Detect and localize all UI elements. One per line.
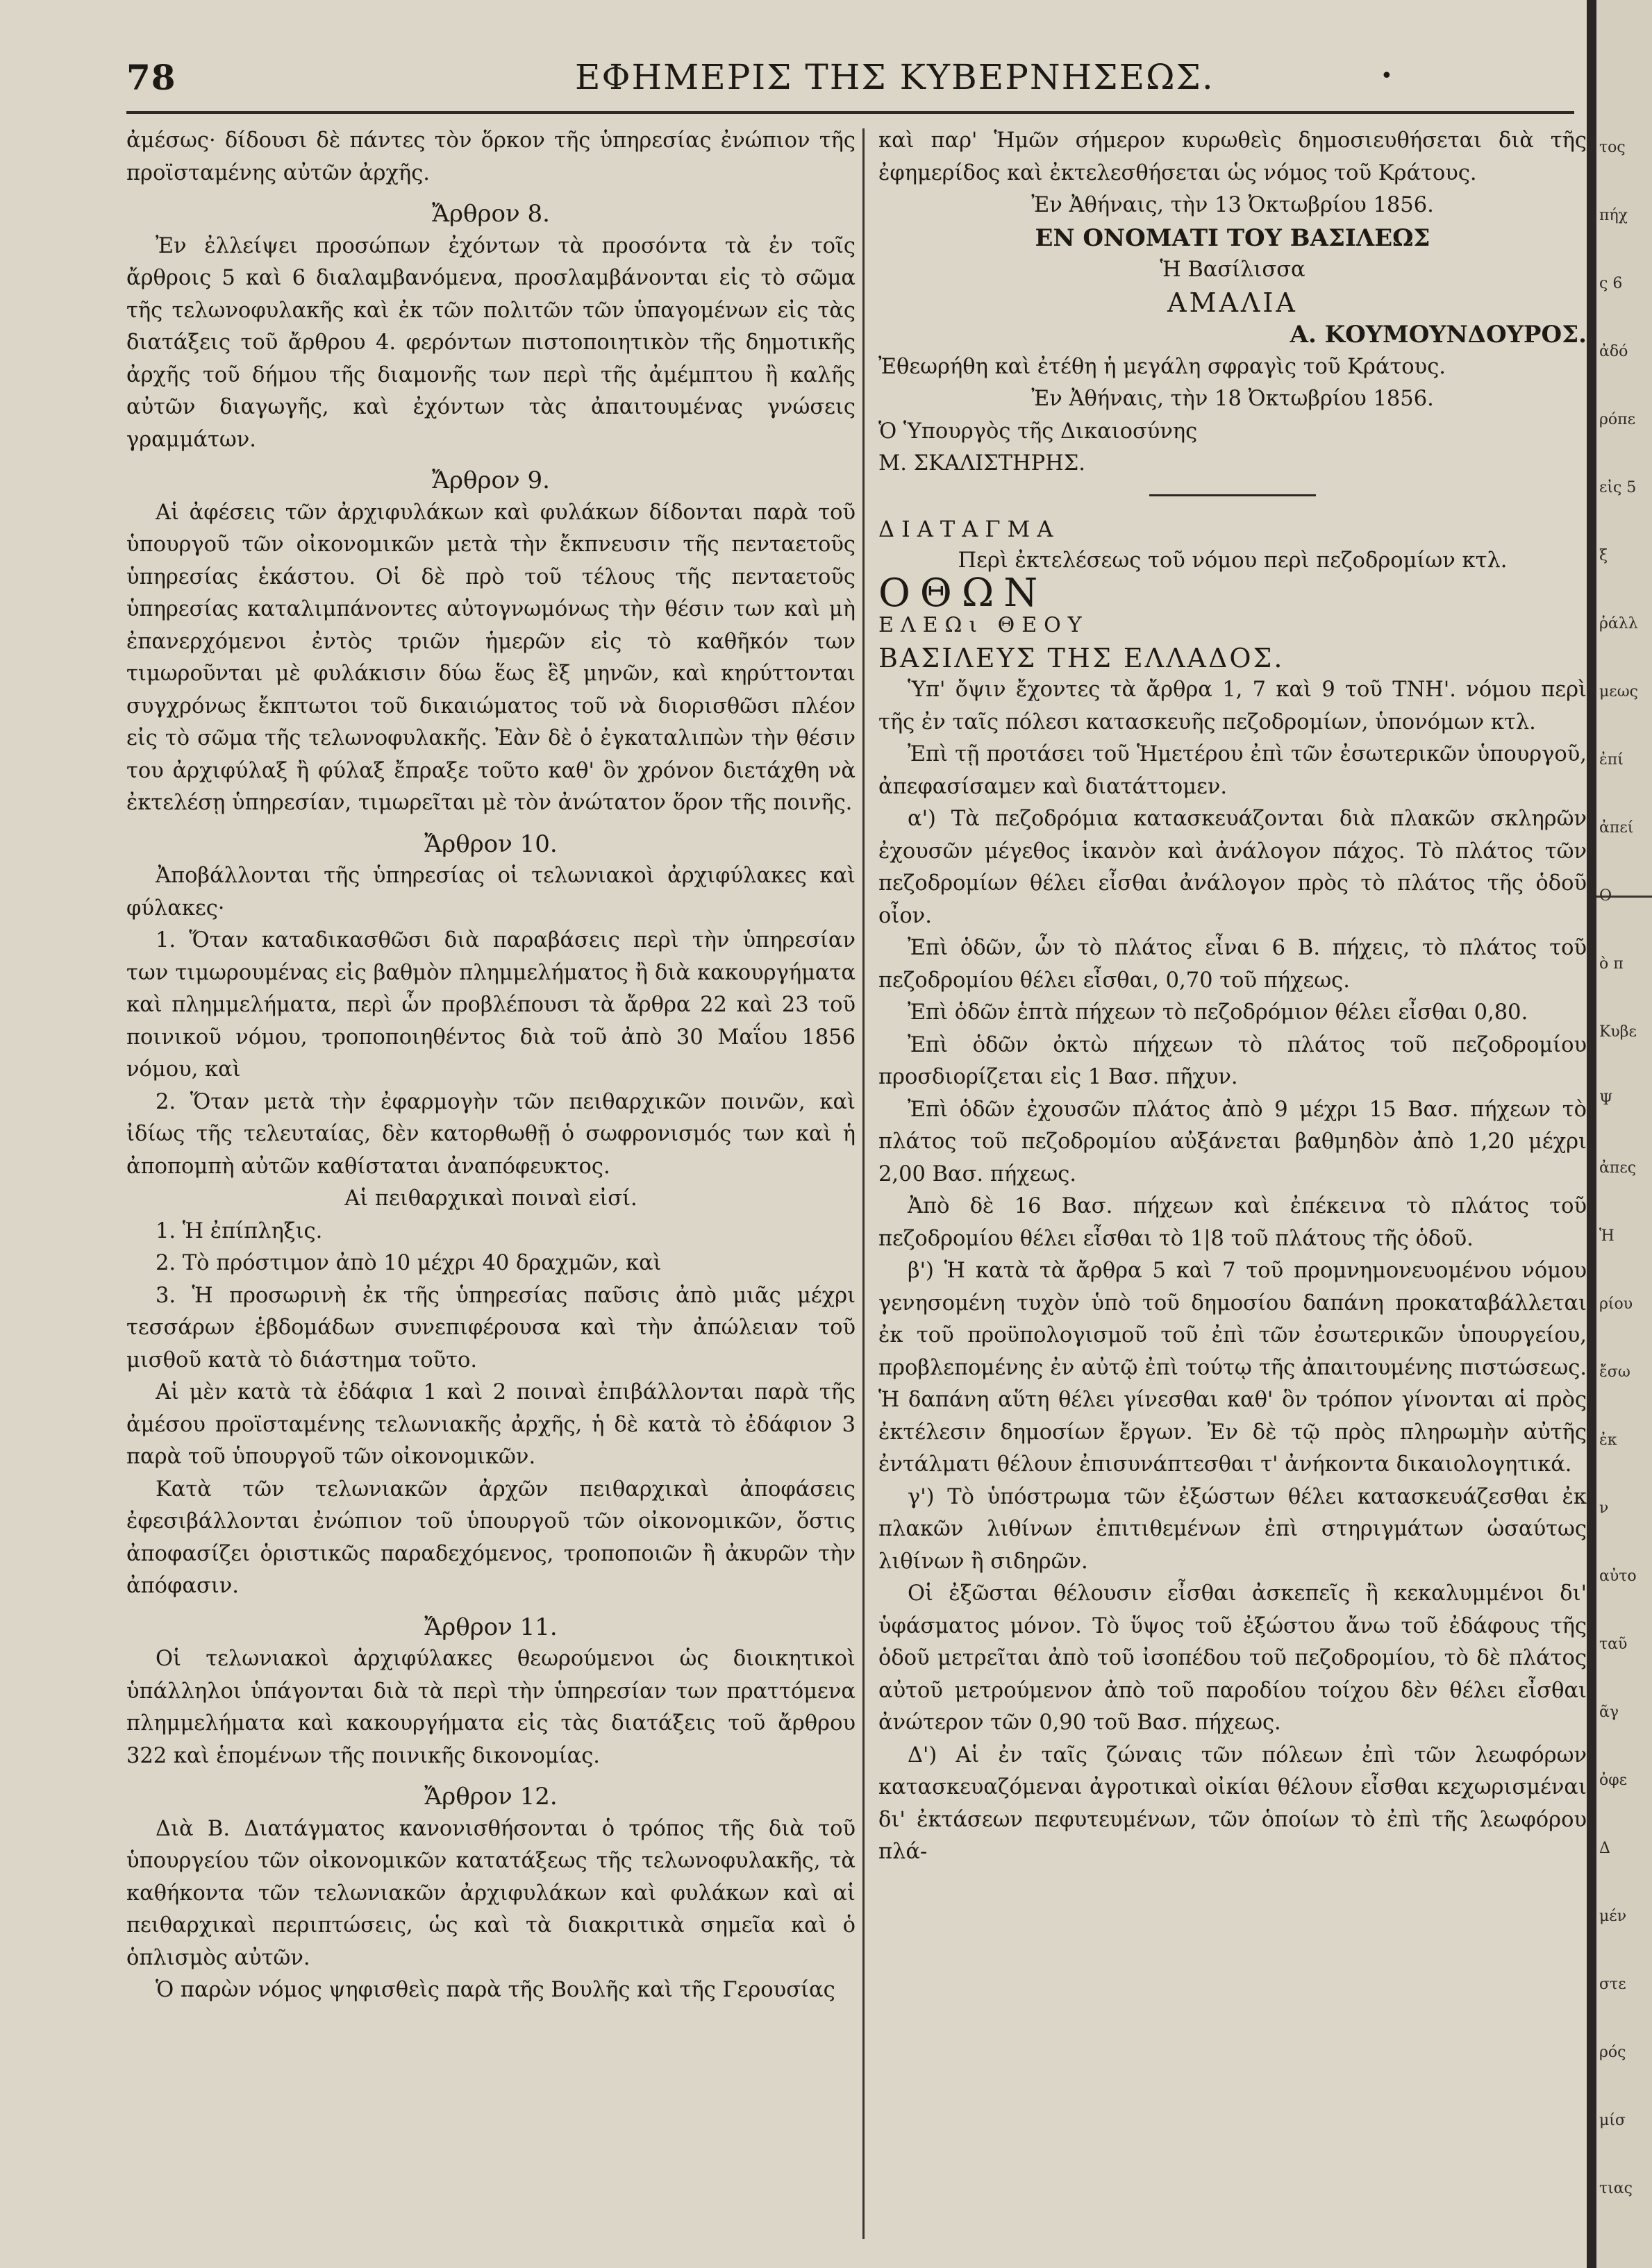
next-page-fragment: ἀδό (1599, 343, 1628, 360)
minister-name: Μ. ΣΚΑΛΙΣΤΗΡΗΣ. (878, 451, 1085, 476)
paragraph: γ') Τὸ ὑπόστρωμα τῶν ἐξώστων θέλει κατασκευάζεσθαι ἐκ πλακῶν λιθίνων ἐπιτιθεμένων ἐπὶ στηριγμάτων ὡσαύτως λιθίνων ἢ σιδηρῶν. (878, 1484, 1587, 1574)
next-page-fragment: ρόπε (1599, 411, 1636, 428)
next-page-fragment: ξ (1599, 547, 1608, 564)
signature-queen: ΑΜΑΛΙΑ (1167, 287, 1298, 318)
paragraph: Ἐπὶ ὁδῶν ἐχουσῶν πλάτος ἀπὸ 9 μέχρι 15 Βασ. πήχεων τὸ πλάτος τοῦ πεζοδρομίου αὐξάνεται βαθμηδὸν ἀπὸ 1,20 μέχρι 2,00 Βασ. πήχεως. (878, 1097, 1587, 1186)
next-page-fragment: εἰς 5 (1599, 479, 1637, 496)
next-page-fragment: ρός (1599, 2044, 1626, 2061)
dateline: Ἐν Ἀθήναις, τὴν 13 Ὀκτωβρίου 1856. (1031, 193, 1434, 217)
next-page-fragment: Ο (1599, 887, 1612, 905)
paragraph: Διὰ Β. Διατάγματος κανονισθήσονται ὁ τρόπος τῆς διὰ τοῦ ὑπουργείου τῶν οἰκονομικῶν κατατάξεως τῆς τελωνοφυλακῆς, τὰ καθήκοντα τῶν τελωνιακῶν ἀρχιφυλάκων καὶ φυλάκων καὶ αἱ πειθαρχικαὶ περιπτώσεις, ὡς καὶ τὰ διακριτικὰ σημεῖα καὶ ὁ ὁπλισμὸς αὐτῶν. (126, 1816, 856, 1970)
article-heading: Ἄρθρον 10. (424, 830, 558, 858)
next-page-fragment: ἐκ (1599, 1431, 1617, 1449)
paragraph: Οἱ τελωνιακοὶ ἀρχιφύλακες θεωρούμενοι ὡς διοικητικοὶ ὑπάλληλοι ὑπάγονται διὰ τὰ περὶ τὴν ὑπηρεσίαν των πραττόμενα πλημμελήματα καὶ κακουργήματα εἰς τὰς διατάξεις τοῦ ἄρθρου 322 καὶ ἑπομένων τῆς ποινικῆς δικονομίας. (126, 1647, 856, 1768)
paragraph: Ἐπὶ ὁδῶν ἑπτὰ πήχεων τὸ πεζοδρόμιον θέλει εἶσθαι 0,80. (908, 1000, 1528, 1025)
next-page-fragment: μίσ (1599, 2112, 1626, 2129)
book-spine (1587, 0, 1596, 2268)
next-page-fragment: τιας (1599, 2180, 1633, 2197)
next-page-edge (1596, 0, 1652, 2268)
next-page-fragment: ἀπεί (1599, 819, 1634, 837)
next-page-fragment: πήχ (1599, 207, 1628, 224)
next-page-fragment: ᾶγ (1599, 1704, 1619, 1721)
minister-title: Ὁ Ὑπουργὸς τῆς Δικαιοσύνης (878, 419, 1198, 444)
paragraph: Ἐν ἐλλείψει προσώπων ἐχόντων τὰ προσόντα τὰ ἐν τοῖς ἄρθροις 5 καὶ 6 διαλαμβανόμενα, προσλαμβάνονται εἰς τὸ σῶμα τῆς τελωνοφυλακῆς καὶ ἐκ τῶν πολιτῶν τῶν ὑπαγομένων εἰς τὰς διατάξεις τοῦ ἄρθρου 4. φερόντων πιστοποιητικὸν τῆς δημοτικῆς ἀρχῆς τοῦ δήμου τῆς διαμονῆς των περὶ τῆς ἀμέμπτου ἢ καλῆς αὐτῶν διαγωγῆς, καὶ ἐχόντων τὰς ἀπαιτουμένας γνώσεις γραμμάτων. (126, 233, 856, 452)
newspaper-title: ΕΦΗΜΕΡΙΣ ΤΗΣ ΚΥΒΕΡΝΗΣΕΩΣ. (575, 57, 1215, 97)
paragraph: 1. Ὅταν καταδικασθῶσι διὰ παραβάσεις περὶ τὴν ὑπηρεσίαν των τιμωρουμένας εἰς βαθμὸν πλημμελήματος ἢ διὰ κακουργήματα καὶ πλημμελήματα, περὶ ὧν προβλέπουσι τὰ ἄρθρα 22 καὶ 23 τοῦ ποινικοῦ νόμου, τροποποιηθέντος διὰ τοῦ ἀπὸ 30 Μαΐου 1856 νόμου, καὶ (126, 928, 856, 1082)
next-page-fragment: ἀπες (1599, 1159, 1637, 1177)
page-number: 78 (126, 57, 176, 98)
next-page-fragment: μεως (1599, 683, 1638, 700)
list-item: 3. Ἡ προσωρινὴ ἐκ τῆς ὑπηρεσίας παῦσις ἀπὸ μιᾶς μέχρι τεσσάρων ἑβδομάδων συνεπιφέρουσα καὶ τὴν ἀπώλειαν τοῦ μισθοῦ κατὰ τὸ διάστημα τοῦτο. (126, 1283, 856, 1372)
next-page-fragment: Κυβε (1599, 1023, 1637, 1041)
article-heading: Ἄρθρον 12. (424, 1783, 558, 1811)
paragraph: Ὑπ' ὄψιν ἔχοντες τὰ ἄρθρα 1, 7 καὶ 9 τοῦ ΤΝΗ'. νόμου περὶ τῆς ἐν ταῖς πόλεσι κατασκευῆς πεζοδρομίων, ὑπονόμων κτλ. (878, 678, 1587, 734)
next-page-fragment: ὸ π (1599, 955, 1624, 973)
paragraph: Ὁ παρὼν νόμος ψηφισθεὶς παρὰ τῆς Βουλῆς καὶ τῆς Γερουσίας (156, 1978, 835, 2002)
list-item: 2. Τὸ πρόστιμον ἀπὸ 10 μέχρι 40 δραχμῶν, καὶ (156, 1251, 662, 1275)
paragraph: Οἱ ἐξῶσται θέλουσιν εἶσθαι ἀσκεπεῖς ἢ κεκαλυμμένοι δι' ὑφάσματος μόνον. Τὸ ὕψος τοῦ ἐξώστου ἄνω τοῦ ἐδάφους τῆς ὁδοῦ μετρεῖται ἀπὸ τοῦ ἰσοπέδου τοῦ πεζοδρομίου, τὸ δὲ πλάτος αὐτοῦ μετρούμενον ἀπὸ τοῦ παροδίου τοίχου δὲν θέλει εἶσθαι ἀνώτερον τῶν 0,90 τοῦ Βασ. πήχεως. (878, 1581, 1587, 1735)
paragraph: ἀμέσως· δίδουσι δὲ πάντες τὸν ὅρκον τῆς ὑπηρεσίας ἐνώπιον τῆς προϊσταμένης αὐτῶν ἀρχῆς. (126, 128, 856, 185)
paragraph: Δ') Αἱ ἐν ταῖς ζώναις τῶν πόλεων ἐπὶ τῶν λεωφόρων κατασκευαζόμεναι ἀγροτικαὶ οἰκίαι θέλουν εἶσθαι κεχωρισμέναι δι' ἐκτάσεων πεφυτευμένων, τῶν ὁποίων τὸ ἐπὶ τῆς λεωφόρου πλά- (878, 1742, 1587, 1864)
article-heading: Ἄρθρον 11. (424, 1613, 558, 1641)
paragraph: καὶ παρ' Ἡμῶν σήμερον κυρωθεὶς δημοσιευθήσεται διὰ τῆς ἐφημερίδος καὶ ἐκτελεσθήσεται ὡς νόμος τοῦ Κράτους. (878, 128, 1587, 185)
header-rule (126, 111, 1574, 114)
column-divider (862, 128, 865, 2239)
next-page-fragment: ς 6 (1599, 275, 1623, 292)
paragraph: Ἐπὶ ὁδῶν ὀκτὼ πήχεων τὸ πλάτος τοῦ πεζοδρομίου προσδιορίζεται εἰς 1 Βασ. πῆχυν. (878, 1032, 1587, 1089)
grace-of-god: ΕΛΕΩι ΘΕΟΥ (878, 613, 1089, 637)
next-page-fragment: ν (1599, 1500, 1609, 1517)
paragraph: 2. Ὅταν μετὰ τὴν ἐφαρμογὴν τῶν πειθαρχικῶν ποινῶν, καὶ ἰδίως τῆς τελευταίας, δὲν κατορθωθῇ ὁ σωφρονισμός των καὶ ἡ ἀποπομπὴ αὐτῶν καθίσταται ἀναπόφευκτος. (126, 1089, 856, 1179)
article-heading: Ἄρθρον 8. (432, 200, 550, 228)
next-page-fragment: μέν (1599, 1908, 1627, 1925)
header-dot: • (1380, 64, 1393, 88)
paragraph: Αἱ μὲν κατὰ τὰ ἐδάφια 1 καὶ 2 ποιναὶ ἐπιβάλλονται παρὰ τῆς ἀμέσου προϊσταμένης τελωνιακῆς ἀρχῆς, ἡ δὲ κατὰ τὸ ἐδάφιον 3 παρὰ τοῦ ὑπουργοῦ τῶν οἰκονομικῶν. (126, 1380, 856, 1469)
decree-subject: Περὶ ἐκτελέσεως τοῦ νόμου περὶ πεζοδρομίων κτλ. (958, 548, 1508, 573)
king-name: ΟΘΩΝ (878, 570, 1048, 616)
signature-heading: ΕΝ ΟΝΟΜΑΤΙ ΤΟΥ ΒΑΣΙΛΕΩΣ (1035, 224, 1430, 252)
next-page-fragment: ἐπί (1599, 751, 1624, 768)
next-page-fragment: Ψ (1599, 1091, 1613, 1109)
next-page-fragment: ρίου (1599, 1295, 1633, 1313)
left-column (126, 125, 856, 2007)
seal-note: Ἐθεωρήθη καὶ ἐτέθη ἡ μεγάλη σφραγὶς τοῦ Κράτους. (878, 354, 1446, 379)
paragraph: α') Τὰ πεζοδρόμια κατασκευάζονται διὰ πλακῶν σκληρῶν ἐχουσῶν μέγεθος ἱκανὸν καὶ ἀνάλογον πάχος. Τὸ πλάτος τῶν πεζοδρομίων θέλει εἶσθαι ἀνάλογον πρὸς τὸ πλάτος τῆς ὁδοῦ οἶον. (878, 807, 1587, 928)
article-heading: Ἄρθρον 9. (432, 467, 550, 494)
paragraph: Αἱ πειθαρχικαὶ ποιναὶ εἰσί. (344, 1186, 637, 1211)
paragraph: Ἐπὶ τῇ προτάσει τοῦ Ἡμετέρου ἐπὶ τῶν ἐσωτερικῶν ὑπουργοῦ, ἀπεφασίσαμεν καὶ διατάττομεν. (878, 742, 1587, 799)
next-page-fragment: στε (1599, 1976, 1626, 1993)
next-page-fragment: ῥάλλ (1599, 615, 1638, 632)
next-page-fragment: Δ (1599, 1840, 1610, 1857)
next-page-fragment: Ἡ (1599, 1227, 1615, 1245)
paragraph: Ἀπὸ δὲ 16 Βασ. πήχεων καὶ ἐπέκεινα τὸ πλάτος τοῦ πεζοδρομίου θέλει εἶσθαι τὸ 1|8 τοῦ πλάτους τῆς ὁδοῦ. (878, 1194, 1587, 1251)
next-page-fragment: ἔσω (1599, 1363, 1630, 1381)
paragraph: Κατὰ τῶν τελωνιακῶν ἀρχῶν πειθαρχικαὶ ἀποφάσεις ἐφεσιβάλλονται ἐνώπιον τοῦ ὑπουργοῦ τῶν οἰκονομικῶν, ὅστις ἀποφασίζει ὁριστικῶς παραδεχόμενος, τροποποιῶν ἢ ἀκυρῶν τὴν ἀπόφασιν. (126, 1477, 856, 1598)
dateline: Ἐν Ἀθήναις, τὴν 18 Ὀκτωβρίου 1856. (1031, 387, 1434, 411)
paragraph: Αἱ ἀφέσεις τῶν ἀρχιφυλάκων καὶ φυλάκων δίδονται παρὰ τοῦ ὑπουργοῦ τῶν οἰκονομικῶν μετὰ τὴν ἔκπνευσιν τῆς πενταετοῦς ὑπηρεσίας ἑκάστου. Οἱ δὲ πρὸ τοῦ τέλους τῆς πενταετοῦς ὑπηρεσίας καταλιμπάνοντες αὐτογνωμόνως τὴν θέσιν των καὶ μὴ ἐπανερχόμενοι ἐντὸς τριῶν ἡμερῶν εἰς τὸ καθῆκόν των τιμωροῦνται μὲ φυλάκισιν δύω ἕως ἓξ μηνῶν, καὶ κηρύττονται συγχρόνως ἔκπτωτοι τοῦ δικαιώματος τοῦ νὰ διορισθῶσι πλέον εἰς τὸ σῶμα τῆς τελωνοφυλακῆς. Ἐὰν δὲ ὁ ἐγκαταλιπὼν τὴν θέσιν του ἀρχιφύλαξ ἢ φύλαξ ἔπραξε τοῦτο καθ' ὃν χρόνον διετάχθη νὰ ἐκτελέσῃ ὑπηρεσίαν, τιμωρεῖται μὲ τὸν ἀνώτατον ὅρον τῆς ποινῆς. (126, 500, 856, 815)
signature-minister: Α. ΚΟΥΜΟΥΝΔΟΥΡΟΣ. (1290, 321, 1587, 348)
right-column (878, 125, 1587, 1869)
decree-heading: ΔΙΑΤΑΓΜΑ (878, 515, 1060, 542)
paragraph: β') Ἡ κατὰ τὰ ἄρθρα 5 καὶ 7 τοῦ προμνημονευομένου νόμου γενησομένη τυχὸν ὑπὸ τοῦ δημοσίου δαπάνη προκαταβάλλεται ἐκ τοῦ προϋπολογισμοῦ τοῦ ἐπὶ τῶν ἐσωτερικῶν ὑπουργείου, προβλεπομένης ἐν αὐτῷ ἐπὶ τούτῳ τῆς ἀπαιτουμένης πιστώσεως. Ἡ δαπάνη αὕτη θέλει γίνεσθαι καθ' ὃν τρόπον γίνονται αἱ πρὸς ἐκτέλεσιν δημοσίων ἔργων. Ἐν δὲ τῷ πρὸς πληρωμὴν αὐτῆς ἐντάλματι θέλουν ἐπισυνάπτεσθαι τ' ἀνήκοντα δικαιολογητικά. (878, 1259, 1587, 1477)
section-rule (1149, 494, 1316, 496)
king-title: ΒΑΣΙΛΕΥΣ ΤΗΣ ΕΛΛΑΔΟΣ. (878, 642, 1285, 673)
paragraph: Ἐπὶ ὁδῶν, ὧν τὸ πλάτος εἶναι 6 Β. πήχεις, τὸ πλάτος τοῦ πεζοδρομίου θέλει εἶσθαι, 0,70 τοῦ πήχεως. (878, 936, 1587, 993)
next-page-fragment: ταῦ (1599, 1636, 1628, 1653)
next-page-fragment: αὐτο (1599, 1568, 1637, 1585)
signature-title: Ἡ Βασίλισσα (1160, 258, 1305, 282)
next-page-fragment: τος (1599, 139, 1626, 156)
list-item: 1. Ἡ ἐπίπληξις. (156, 1218, 323, 1243)
next-page-fragment: ὀφε (1599, 1772, 1628, 1789)
paragraph: Ἀποβάλλονται τῆς ὑπηρεσίας οἱ τελωνιακοὶ ἀρχιφύλακες καὶ φύλακες· (126, 864, 856, 921)
